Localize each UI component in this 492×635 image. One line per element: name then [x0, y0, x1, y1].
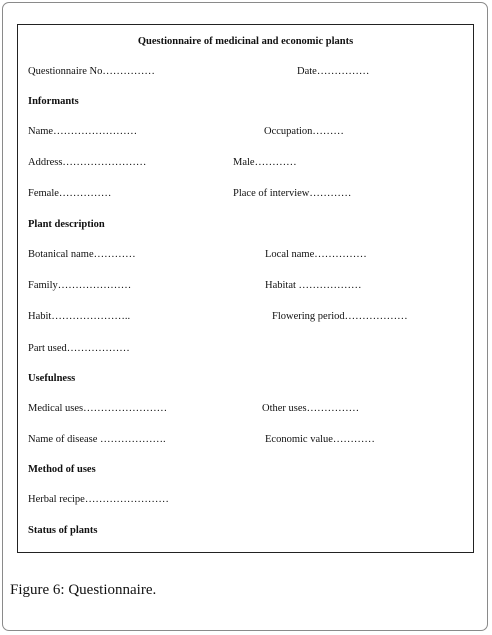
- form-title: Questionnaire of medicinal and economic plants: [137, 36, 354, 47]
- questionnaire-form: [17, 24, 474, 553]
- address-field: Address……………………: [28, 157, 147, 168]
- section-status-of-plants: Status of plants: [28, 525, 98, 536]
- figure-label: Figure 6:: [10, 582, 65, 598]
- botanical-name-field: Botanical name…………: [28, 249, 136, 260]
- section-informants: Informants: [28, 96, 79, 107]
- section-usefulness: Usefulness: [28, 373, 76, 384]
- questionnaire-no-field: Questionnaire No……………: [28, 66, 155, 77]
- part-used-field: Part used………………: [28, 343, 130, 354]
- figure-caption: [10, 582, 156, 599]
- place-of-interview-field: Place of interview…………: [233, 188, 352, 199]
- section-method-of-uses: Method of uses: [28, 464, 96, 475]
- economic-value-field: Economic value…………: [265, 434, 375, 445]
- occupation-field: Occupation………: [264, 126, 344, 137]
- female-field: Female……………: [28, 188, 112, 199]
- other-uses-field: Other uses……………: [262, 403, 360, 414]
- name-field: Name……………………: [28, 126, 138, 137]
- habitat-field: Habitat ………………: [265, 280, 362, 291]
- male-field: Male…………: [233, 157, 297, 168]
- flowering-period-field: Flowering period………………: [272, 311, 408, 322]
- habit-field: Habit…………………..: [28, 311, 131, 322]
- herbal-recipe-field: Herbal recipe……………………: [28, 494, 169, 505]
- figure-caption-text: Questionnaire.: [64, 582, 157, 598]
- name-of-disease-field: Name of disease ……………….: [28, 434, 166, 445]
- local-name-field: Local name……………: [265, 249, 367, 260]
- section-plant-description: Plant description: [28, 219, 105, 230]
- date-field: Date……………: [297, 66, 370, 77]
- medical-uses-field: Medical uses……………………: [28, 403, 168, 414]
- family-field: Family…………………: [28, 280, 132, 291]
